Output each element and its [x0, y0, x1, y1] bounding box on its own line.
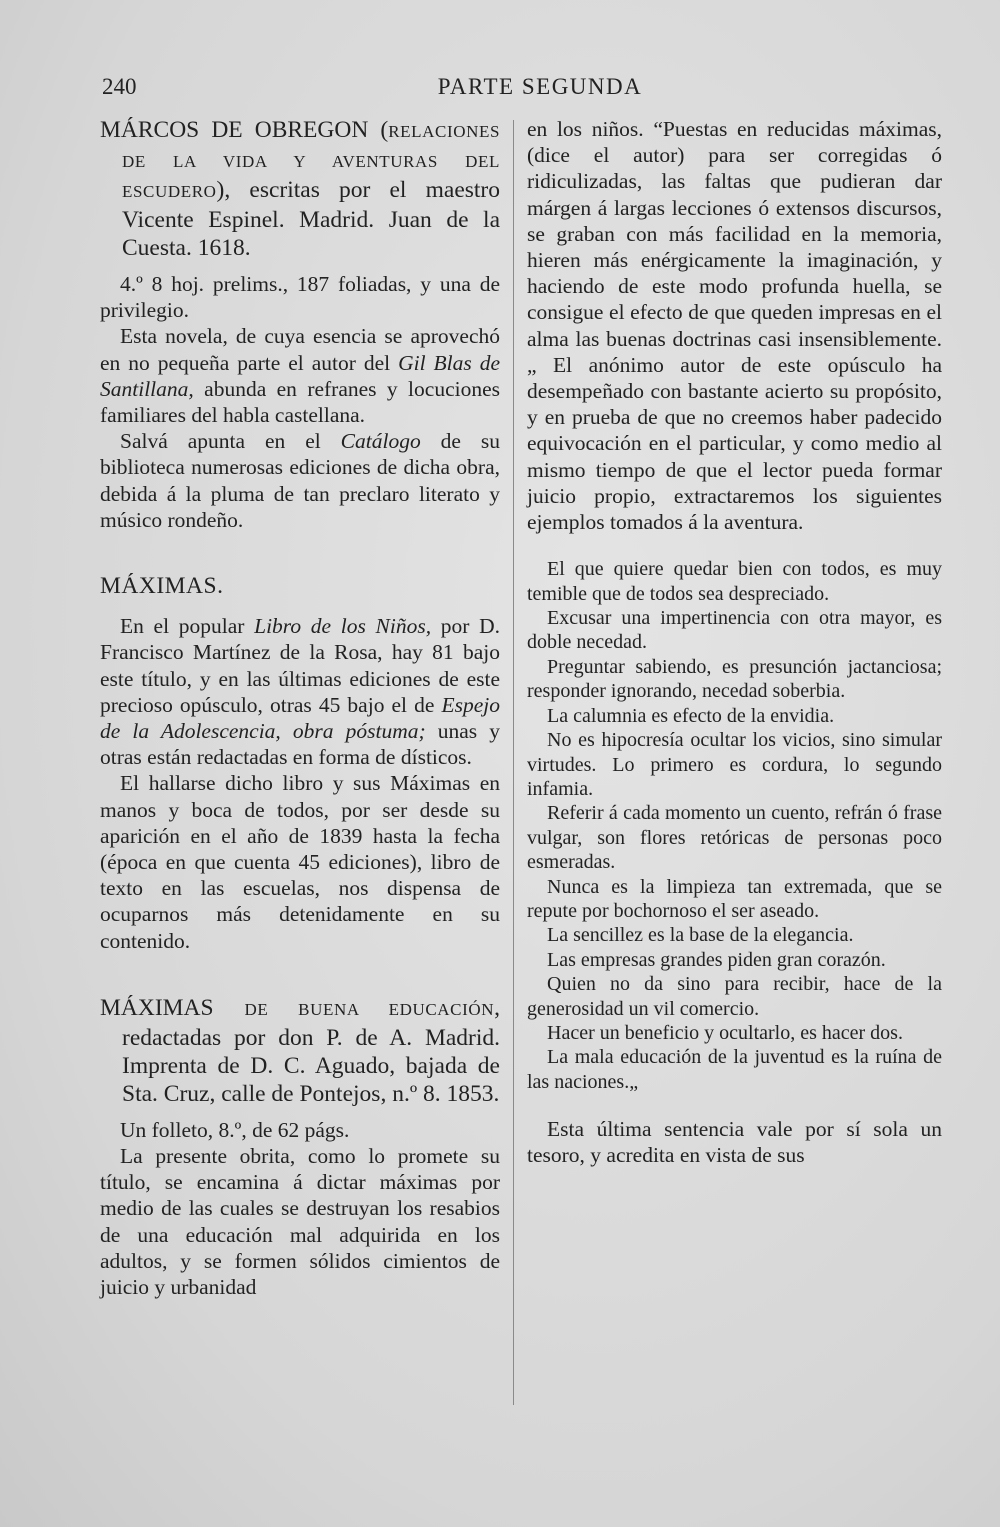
maxim: Excusar una impertinencia con otra mayor, es doble necedad.: [527, 607, 942, 654]
page-number: 240: [102, 74, 137, 99]
running-head: PARTE SEGUNDA: [437, 74, 643, 99]
entry-description: 4.º 8 hoj. prelims., 187 foliadas, y una de privilegio.: [100, 272, 500, 323]
maxim: No es hipocresía ocultar los vicios, sino simular virtudes. Lo primero es cordura, lo segundo infamia.: [527, 729, 942, 800]
paragraph: En el popular Libro de los Niños, por D. Francisco Martínez de la Rosa, hay 81 bajo este título, y en las últimas ediciones de este precioso opúsculo, otras 45 bajo el de Espejo de la Adolescencia, obra póstuma; unas y otras están redactadas en forma de dísticos.: [100, 614, 500, 770]
maxim: Las empresas grandes piden gran corazón.: [547, 948, 886, 971]
maxim: La sencillez es la base de la elegancia.: [547, 924, 854, 947]
entry-heading-marcos: MÁRCOS DE OBREGON (RELACIONES DE LA VIDA Y AVENTURAS DEL ESCUDERO), escritas por el maestro Vicente Espinel. Madrid. Juan de la Cuesta. 1618.: [100, 117, 500, 261]
paragraph: El hallarse dicho libro y sus Máximas en manos y boca de todos, por ser desde su aparición en el año de 1839 hasta la fecha (época en que cuenta 45 ediciones), libro de texto en las escuelas, nos dispensa de ocuparnos más detenidamente en su contenido.: [100, 771, 500, 953]
paragraph: Esta última sentencia vale por sí sola un tesoro, y acredita en vista de sus: [527, 1117, 942, 1168]
maxim: El que quiere quedar bien con todos, es muy temible que de todos sea despreciado.: [527, 558, 942, 605]
entry-description: Un folleto, 8.º, de 62 págs.: [120, 1117, 350, 1142]
maxim: Referir á cada momento un cuento, refrán ó frase vulgar, son flores retóricas de personas poco esmeradas.: [527, 802, 942, 874]
maxim: Quien no da sino para recibir, hace de la generosidad un vil comercio.: [527, 973, 942, 1020]
right-column: [527, 116, 942, 1169]
entry-heading-maximas-educacion: MÁXIMAS DE BUENA EDUCACIÓN, redactadas por don P. de A. Madrid. Imprenta de D. C. Aguado, bajada de Sta. Cruz, calle de Pontejos, n.º 8. 1853.: [100, 994, 500, 1107]
column-divider: [513, 120, 514, 1405]
maxim: Hacer un beneficio y ocultarlo, es hacer dos.: [547, 1021, 903, 1044]
maxim: Nunca es la limpieza tan extremada, que se repute por bochornoso el ser aseado.: [527, 875, 942, 922]
paragraph: en los niños. “Puestas en reducidas máximas, (dice el autor) para ser corregidas ó ridiculizadas, las faltas que pudieran dar márgen á largas lecciones ó extensos discursos, se graban con más facilidad en la memoria, hieren más enérgicamente la imaginación, y haciendo de este modo profunda huella, se consigue el efecto de que queden impresas en el alma las buenas doctrinas casi insensiblemente.„ El anónimo autor de este opúsculo ha desempeñado con bastante acierto su propósito, y en prueba de que no creemos haber padecido equivocación en el particular, y como medio al mismo tiempo de que el lector pueda formar juicio propio, extractaremos los siguientes ejemplos tomados á la aventura.: [527, 117, 942, 535]
maxim: Preguntar sabiendo, es presunción jactanciosa; responder ignorando, necedad soberbia.: [527, 655, 942, 703]
section-heading-maximas: MÁXIMAS.: [100, 573, 224, 600]
maxim: La mala educación de la juventud es la ruína de las naciones.„: [527, 1046, 942, 1093]
page-header: [100, 74, 950, 108]
paragraph: Salvá apunta en el Catálogo de su biblioteca numerosas ediciones de dicha obra, debida á la pluma de tan preclaro literato y músico rondeño.: [100, 429, 500, 532]
maxims-list: [527, 557, 942, 1094]
paragraph: La presente obrita, como lo promete su título, se encamina á dictar máximas por medio de las cuales se destruyan los resabios de una educación mal adquirida en los adultos, y se formen sólidos cimientos de juicio y urbanidad: [100, 1144, 500, 1300]
paragraph: Esta novela, de cuya esencia se aprovechó en no pequeña parte el autor del Gil Blas de Santillana, abunda en refranes y locuciones familiares del habla castellana.: [100, 324, 500, 428]
left-column: [100, 116, 500, 1300]
maxim: La calumnia es efecto de la envidia.: [547, 704, 835, 727]
